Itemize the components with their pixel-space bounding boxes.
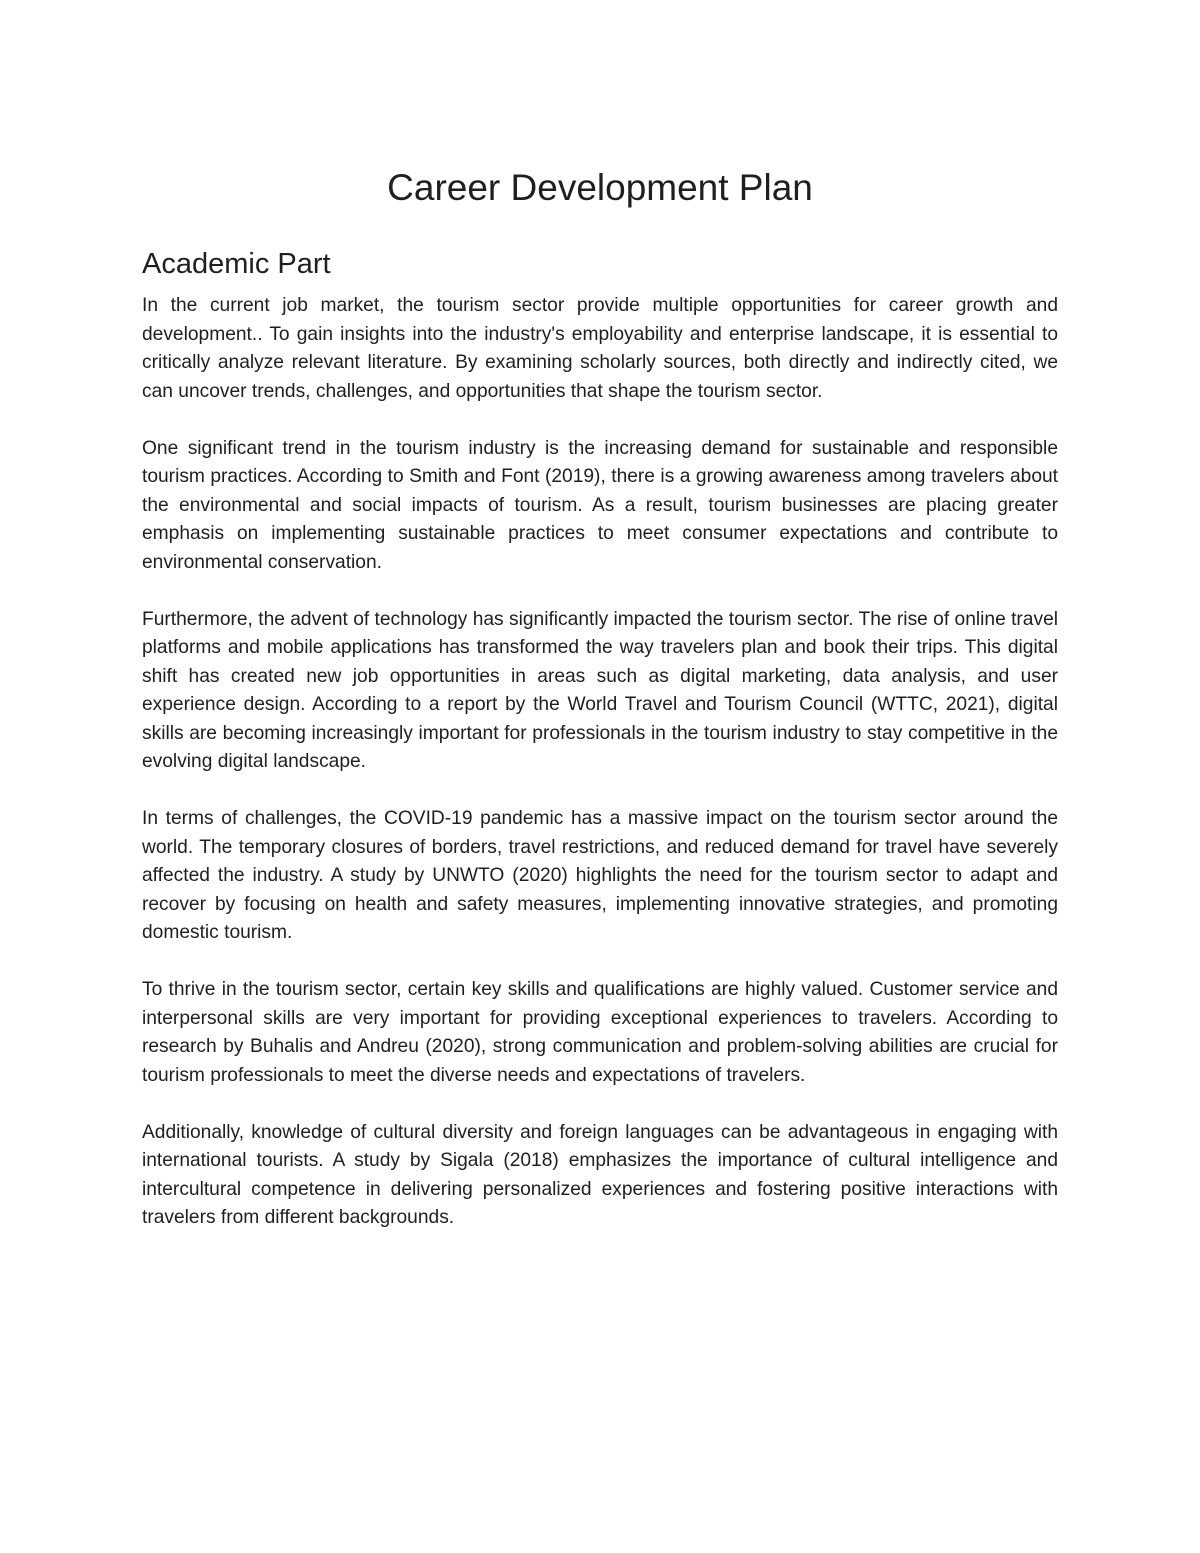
paragraph-intro: In the current job market, the tourism sector provide multiple opportunities for career growth and development.. To gain insights into the industry's employability and enterprise landscape, it is essential to critically analyze relevant literature. By examining scholarly sources, both directly and indirectly cited, we can uncover trends, challenges, and opportunities that shape the tourism sector. <box>142 295 1058 402</box>
document-body <box>142 292 1058 1261</box>
document-title: Career Development Plan <box>387 167 813 208</box>
paragraph-sustainability-trend: One significant trend in the tourism industry is the increasing demand for sustainable and responsible tourism practices. According to Smith and Font (2019), there is a growing awareness among travelers about the environmental and social impacts of tourism. As a result, tourism businesses are placing greater emphasis on implementing sustainable practices to meet consumer expectations and contribute to environmental conservation. <box>142 437 1058 573</box>
paragraph-key-skills: To thrive in the tourism sector, certain key skills and qualifications are highly valued. Customer service and interpersonal skills are very important for providing exceptional experiences to travelers. According to research by Buhalis and Andreu (2020), strong communication and problem-solving abilities are crucial for tourism professionals to meet the diverse needs and expectations of travelers. <box>142 979 1058 1086</box>
section-heading: Academic Part <box>142 248 331 280</box>
paragraph-cultural-diversity: Additionally, knowledge of cultural diversity and foreign languages can be advantageous in engaging with international tourists. A study by Sigala (2018) emphasizes the importance of cultural intelligence and intercultural competence in delivering personalized experiences and fostering positive interactions with travelers from different backgrounds. <box>142 1121 1058 1228</box>
paragraph-technology-impact: Furthermore, the advent of technology has significantly impacted the tourism sector. The rise of online travel platforms and mobile applications has transformed the way travelers plan and book their trips. This digital shift has created new job opportunities in areas such as digital marketing, data analysis, and user experience design. According to a report by the World Travel and Tourism Council (WTTC, 2021), digital skills are becoming increasingly important for professionals in the tourism industry to stay competitive in the evolving digital landscape. <box>142 608 1058 772</box>
paragraph-covid-challenges: In terms of challenges, the COVID-19 pandemic has a massive impact on the tourism sector around the world. The temporary closures of borders, travel restrictions, and reduced demand for travel have severely affected the industry. A study by UNWTO (2020) highlights the need for the tourism sector to adapt and recover by focusing on health and safety measures, implementing innovative strategies, and promoting domestic tourism. <box>142 808 1058 943</box>
